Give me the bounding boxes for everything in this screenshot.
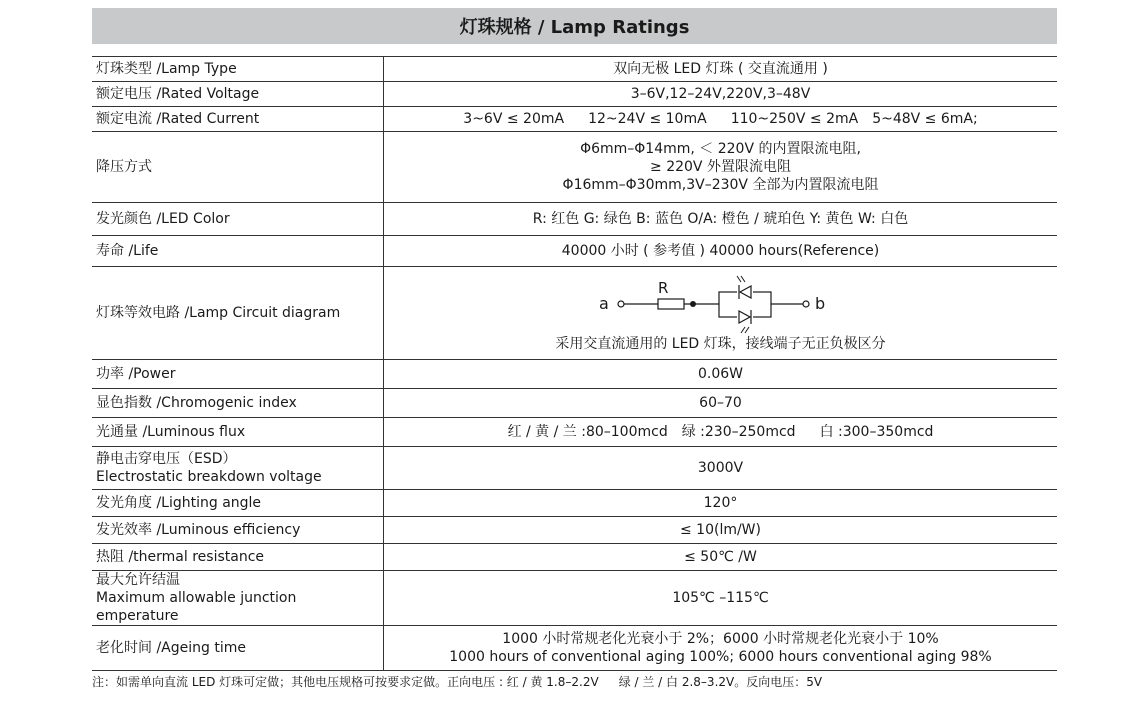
row-label bbox=[92, 571, 384, 626]
row-label: 额定电流 /Rated Current bbox=[92, 107, 384, 132]
row-label: 发光颜色 /LED Color bbox=[92, 203, 384, 236]
row-value: 120° bbox=[384, 490, 1058, 517]
resistor-label: R bbox=[657, 279, 668, 297]
current-value: 12~24V ≤ 10mA bbox=[588, 111, 707, 127]
row-label: 光通量 /Luminous flux bbox=[92, 418, 384, 447]
table-row bbox=[92, 107, 1057, 132]
table-row bbox=[92, 82, 1057, 107]
flux-value: 白 :300–350mcd bbox=[819, 424, 934, 440]
row-value bbox=[384, 107, 1058, 132]
current-value: 5~48V ≤ 6mA; bbox=[872, 111, 978, 127]
ageing-line: 1000 hours of conventional aging 100%; 6000 hours conventional aging 98% bbox=[449, 649, 992, 665]
row-label: 显色指数 /Chromogenic index bbox=[92, 389, 384, 418]
row-label: 灯珠等效电路 /Lamp Circuit diagram bbox=[92, 267, 384, 360]
table-row bbox=[92, 236, 1057, 267]
row-value: ≤ 10(lm/W) bbox=[384, 517, 1058, 544]
terminal-b bbox=[803, 301, 809, 307]
row-value: 3000V bbox=[384, 447, 1058, 490]
step-down-line: Φ6mm–Φ14mm, ＜ 220V 的内置限流电阻, bbox=[580, 141, 861, 157]
flux-value: 红 / 黄 / 兰 :80–100mcd bbox=[507, 424, 668, 440]
row-label: 灯珠类型 /Lamp Type bbox=[92, 57, 384, 82]
table-row bbox=[92, 57, 1057, 82]
terminal-a bbox=[618, 301, 624, 307]
circuit-diagram bbox=[591, 273, 851, 335]
led-diode-icon bbox=[737, 276, 753, 299]
row-value bbox=[384, 418, 1058, 447]
row-value: 0.06W bbox=[384, 360, 1058, 389]
row-label: 热阻 /thermal resistance bbox=[92, 544, 384, 571]
row-label: 老化时间 /Ageing time bbox=[92, 626, 384, 671]
footnote-part: 注：如需单向直流 LED 灯珠可定做；其他电压规格可按要求定做。正向电压 : 红 / 黄 1.8–2.2V bbox=[92, 675, 599, 689]
table-row bbox=[92, 571, 1057, 626]
label-cn: 静电击穿电压（ESD） bbox=[96, 451, 237, 467]
label-cn: 最大允许结温 bbox=[96, 572, 180, 588]
circuit-caption: 采用交直流通用的 LED 灯珠，接线端子无正负极区分 bbox=[555, 336, 886, 352]
table-row bbox=[92, 267, 1057, 360]
current-value: 110~250V ≤ 2mA bbox=[730, 111, 859, 127]
footnote bbox=[92, 673, 822, 690]
label-en: Electrostatic breakdown voltage bbox=[96, 469, 322, 485]
row-label: 发光效率 /Luminous efficiency bbox=[92, 517, 384, 544]
row-value bbox=[384, 626, 1058, 671]
table-row bbox=[92, 132, 1057, 203]
row-label: 发光角度 /Lighting angle bbox=[92, 490, 384, 517]
row-label: 功率 /Power bbox=[92, 360, 384, 389]
step-down-line: Φ16mm–Φ30mm,3V–230V 全部为内置限流电阻 bbox=[562, 177, 879, 193]
row-label: 降压方式 bbox=[92, 132, 384, 203]
led-diode-icon bbox=[737, 310, 753, 333]
table-row bbox=[92, 544, 1057, 571]
terminal-b-label: b bbox=[814, 294, 825, 313]
resistor-symbol bbox=[658, 299, 684, 309]
row-value bbox=[384, 267, 1058, 360]
row-value: 60–70 bbox=[384, 389, 1058, 418]
row-value: ≤ 50℃ /W bbox=[384, 544, 1058, 571]
table-row bbox=[92, 626, 1057, 671]
current-value: 3~6V ≤ 20mA bbox=[463, 111, 565, 127]
row-value: 105℃ –115℃ bbox=[384, 571, 1058, 626]
row-value bbox=[384, 132, 1058, 203]
ageing-line: 1000 小时常规老化光衰小于 2%；6000 小时常规老化光衰小于 10% bbox=[502, 631, 939, 647]
table-row bbox=[92, 490, 1057, 517]
junction-dot bbox=[690, 301, 696, 307]
row-label bbox=[92, 447, 384, 490]
step-down-line: ≥ 220V 外置限流电阻 bbox=[650, 159, 791, 175]
row-value: 双向无极 LED 灯珠 ( 交直流通用 ) bbox=[384, 57, 1058, 82]
table-row bbox=[92, 389, 1057, 418]
label-en: Maximum allowable junction emperature bbox=[96, 590, 297, 624]
table-row bbox=[92, 203, 1057, 236]
table-title: 灯珠规格 / Lamp Ratings bbox=[92, 8, 1057, 44]
row-label: 额定电压 /Rated Voltage bbox=[92, 82, 384, 107]
row-value: R: 红色 G: 绿色 B: 蓝色 O/A: 橙色 / 琥珀色 Y: 黄色 W: 白色 bbox=[384, 203, 1058, 236]
table-row bbox=[92, 360, 1057, 389]
table-row bbox=[92, 447, 1057, 490]
terminal-a-label: a bbox=[598, 294, 609, 313]
row-value: 40000 小时 ( 参考值 ) 40000 hours(Reference) bbox=[384, 236, 1058, 267]
spec-sheet bbox=[92, 8, 1057, 671]
footnote-part: 绿 / 兰 / 白 2.8–3.2V。反向电压：5V bbox=[618, 675, 823, 689]
row-label: 寿命 /Life bbox=[92, 236, 384, 267]
table-row bbox=[92, 418, 1057, 447]
table-row bbox=[92, 517, 1057, 544]
flux-value: 绿 :230–250mcd bbox=[681, 424, 796, 440]
ratings-table bbox=[92, 56, 1057, 671]
row-value: 3–6V,12–24V,220V,3–48V bbox=[384, 82, 1058, 107]
